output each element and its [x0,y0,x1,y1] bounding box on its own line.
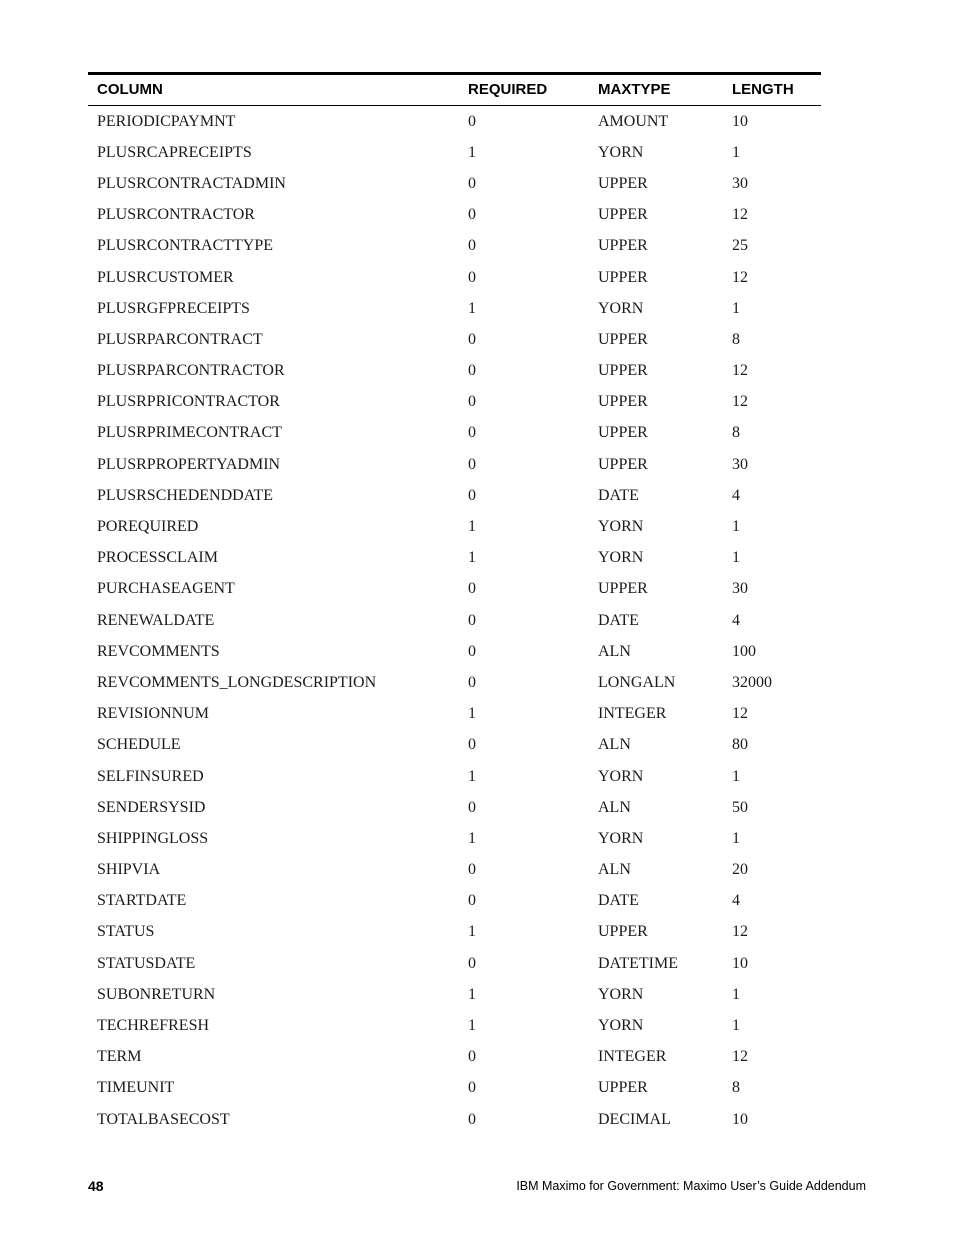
table-row [88,730,821,761]
cell-maxtype: UPPER [598,580,648,598]
page-number: 48 [88,1178,104,1194]
cell-maxtype: DATE [598,611,639,629]
cell-column-name: TOTALBASECOST [97,1110,230,1128]
cell-column-name: SCHEDULE [97,736,181,754]
cell-column-name: SHIPVIA [97,861,161,879]
cell-length: 4 [732,892,740,910]
cell-required: 0 [468,362,476,380]
table-row [88,792,821,823]
cell-maxtype: AMOUNT [598,112,669,130]
cell-length: 12 [732,362,748,380]
cell-maxtype: YORN [598,985,644,1003]
cell-column-name: PLUSRPRIMECONTRACT [97,424,282,442]
table-row [88,948,821,979]
cell-required: 0 [468,580,476,598]
cell-maxtype: UPPER [598,923,648,941]
cell-column-name: POREQUIRED [97,518,199,536]
table-header-row [88,74,821,106]
cell-maxtype: UPPER [598,424,648,442]
cell-length: 1 [732,985,740,1003]
cell-maxtype: YORN [598,299,644,317]
cell-length: 8 [732,330,740,348]
cell-required: 1 [468,518,476,536]
cell-maxtype: DATETIME [598,954,678,972]
table-row [88,356,821,387]
cell-length: 12 [732,206,748,224]
cell-column-name: PLUSRCONTRACTOR [97,206,255,224]
cell-length: 80 [732,736,748,754]
cell-column-name: PURCHASEAGENT [97,580,235,598]
cell-column-name: REVCOMMENTS [97,642,220,660]
column-definition-table [88,72,821,1135]
cell-length: 1 [732,299,740,317]
cell-length: 10 [732,1110,748,1128]
table-row [88,418,821,449]
cell-required: 0 [468,611,476,629]
table-row [88,886,821,917]
cell-required: 0 [468,455,476,473]
table-row [88,823,821,854]
table-row [88,324,821,355]
cell-maxtype: UPPER [598,362,648,380]
cell-length: 1 [732,767,740,785]
cell-required: 0 [468,268,476,286]
cell-length: 4 [732,486,740,504]
cell-column-name: PLUSRCAPRECEIPTS [97,143,252,161]
cell-column-name: RENEWALDATE [97,611,215,629]
cell-required: 0 [468,892,476,910]
cell-column-name: TECHREFRESH [97,1017,210,1035]
cell-column-name: PLUSRCONTRACTTYPE [97,237,274,255]
cell-column-name: REVISIONNUM [97,705,209,723]
cell-maxtype: UPPER [598,393,648,411]
table-row [88,574,821,605]
cell-required: 1 [468,705,476,723]
header-length: LENGTH [732,81,794,98]
cell-length: 1 [732,518,740,536]
cell-maxtype: ALN [598,798,631,816]
cell-column-name: SELFINSURED [97,767,204,785]
cell-column-name: TERM [97,1048,142,1066]
cell-column-name: PLUSRSCHEDENDDATE [97,486,274,504]
cell-length: 12 [732,268,748,286]
cell-length: 10 [732,112,748,130]
cell-length: 20 [732,861,748,879]
cell-column-name: REVCOMMENTS_LONGDESCRIPTION [97,673,377,691]
table-body [88,106,821,1136]
cell-required: 0 [468,798,476,816]
cell-column-name: SENDERSYSID [97,798,206,816]
cell-length: 1 [732,549,740,567]
cell-column-name: STARTDATE [97,892,187,910]
cell-length: 12 [732,1048,748,1066]
table-row [88,1104,821,1135]
header-column: COLUMN [97,81,163,98]
cell-maxtype: INTEGER [598,705,667,723]
table-row [88,106,821,138]
cell-required: 0 [468,642,476,660]
table-row [88,168,821,199]
header-required: REQUIRED [468,81,548,98]
cell-length: 1 [732,143,740,161]
table-row [88,667,821,698]
cell-length: 25 [732,237,748,255]
cell-column-name: PLUSRGFPRECEIPTS [97,299,250,317]
cell-required: 1 [468,767,476,785]
cell-length: 100 [732,642,756,660]
column-definition-table-container [88,72,821,1135]
cell-required: 0 [468,174,476,192]
cell-maxtype: DECIMAL [598,1110,671,1128]
table-row [88,262,821,293]
page-footer [88,1178,866,1196]
cell-length: 1 [732,829,740,847]
cell-column-name: PLUSRCUSTOMER [97,268,234,286]
cell-required: 1 [468,299,476,317]
cell-maxtype: UPPER [598,330,648,348]
cell-maxtype: ALN [598,736,631,754]
cell-length: 12 [732,705,748,723]
cell-maxtype: YORN [598,518,644,536]
cell-required: 0 [468,424,476,442]
cell-column-name: STATUSDATE [97,954,196,972]
cell-maxtype: YORN [598,1017,644,1035]
cell-length: 30 [732,174,748,192]
cell-maxtype: YORN [598,143,644,161]
table-row [88,761,821,792]
cell-required: 0 [468,393,476,411]
cell-maxtype: UPPER [598,174,648,192]
table-row [88,1010,821,1041]
table-row [88,449,821,480]
table-row [88,636,821,667]
table-row [88,1042,821,1073]
cell-required: 1 [468,923,476,941]
cell-required: 0 [468,861,476,879]
cell-required: 0 [468,1079,476,1097]
cell-required: 0 [468,1048,476,1066]
table-row [88,699,821,730]
table-row [88,917,821,948]
cell-column-name: SUBONRETURN [97,985,216,1003]
cell-required: 0 [468,486,476,504]
cell-column-name: STATUS [97,923,155,941]
cell-column-name: PLUSRPROPERTYADMIN [97,455,281,473]
cell-column-name: PERIODICPAYMNT [97,112,236,130]
cell-length: 12 [732,393,748,411]
cell-required: 1 [468,1017,476,1035]
cell-length: 30 [732,580,748,598]
cell-required: 0 [468,954,476,972]
table-row [88,543,821,574]
table-row [88,1073,821,1104]
table-row [88,480,821,511]
cell-required: 0 [468,1110,476,1128]
header-maxtype: MAXTYPE [598,81,671,98]
cell-length: 8 [732,424,740,442]
cell-length: 32000 [732,673,772,691]
table-row [88,605,821,636]
cell-length: 4 [732,611,740,629]
cell-maxtype: YORN [598,829,644,847]
cell-column-name: PLUSRPARCONTRACTOR [97,362,285,380]
cell-required: 0 [468,330,476,348]
table-row [88,137,821,168]
table-row [88,511,821,542]
cell-length: 8 [732,1079,740,1097]
cell-maxtype: YORN [598,767,644,785]
cell-maxtype: UPPER [598,455,648,473]
cell-column-name: PLUSRPRICONTRACTOR [97,393,280,411]
cell-required: 1 [468,985,476,1003]
cell-column-name: SHIPPINGLOSS [97,829,209,847]
cell-column-name: PROCESSCLAIM [97,549,218,567]
cell-required: 0 [468,112,476,130]
cell-length: 30 [732,455,748,473]
cell-required: 1 [468,549,476,567]
cell-column-name: TIMEUNIT [97,1079,175,1097]
footer-document-title: IBM Maximo for Government: Maximo User’s Guide Addendum [516,1179,866,1193]
cell-column-name: PLUSRPARCONTRACT [97,330,263,348]
table-row [88,293,821,324]
cell-maxtype: LONGALN [598,673,676,691]
cell-required: 1 [468,829,476,847]
table-row [88,855,821,886]
cell-maxtype: DATE [598,892,639,910]
cell-length: 12 [732,923,748,941]
cell-length: 10 [732,954,748,972]
table-row [88,231,821,262]
cell-maxtype: DATE [598,486,639,504]
cell-maxtype: UPPER [598,206,648,224]
cell-length: 50 [732,798,748,816]
cell-maxtype: UPPER [598,1079,648,1097]
cell-maxtype: ALN [598,642,631,660]
cell-maxtype: YORN [598,549,644,567]
cell-required: 1 [468,143,476,161]
cell-maxtype: INTEGER [598,1048,667,1066]
cell-required: 0 [468,237,476,255]
cell-length: 1 [732,1017,740,1035]
cell-maxtype: UPPER [598,237,648,255]
table-row [88,387,821,418]
cell-maxtype: ALN [598,861,631,879]
table-row [88,979,821,1010]
cell-required: 0 [468,206,476,224]
cell-required: 0 [468,673,476,691]
cell-maxtype: UPPER [598,268,648,286]
cell-column-name: PLUSRCONTRACTADMIN [97,174,286,192]
table-row [88,200,821,231]
cell-required: 0 [468,736,476,754]
